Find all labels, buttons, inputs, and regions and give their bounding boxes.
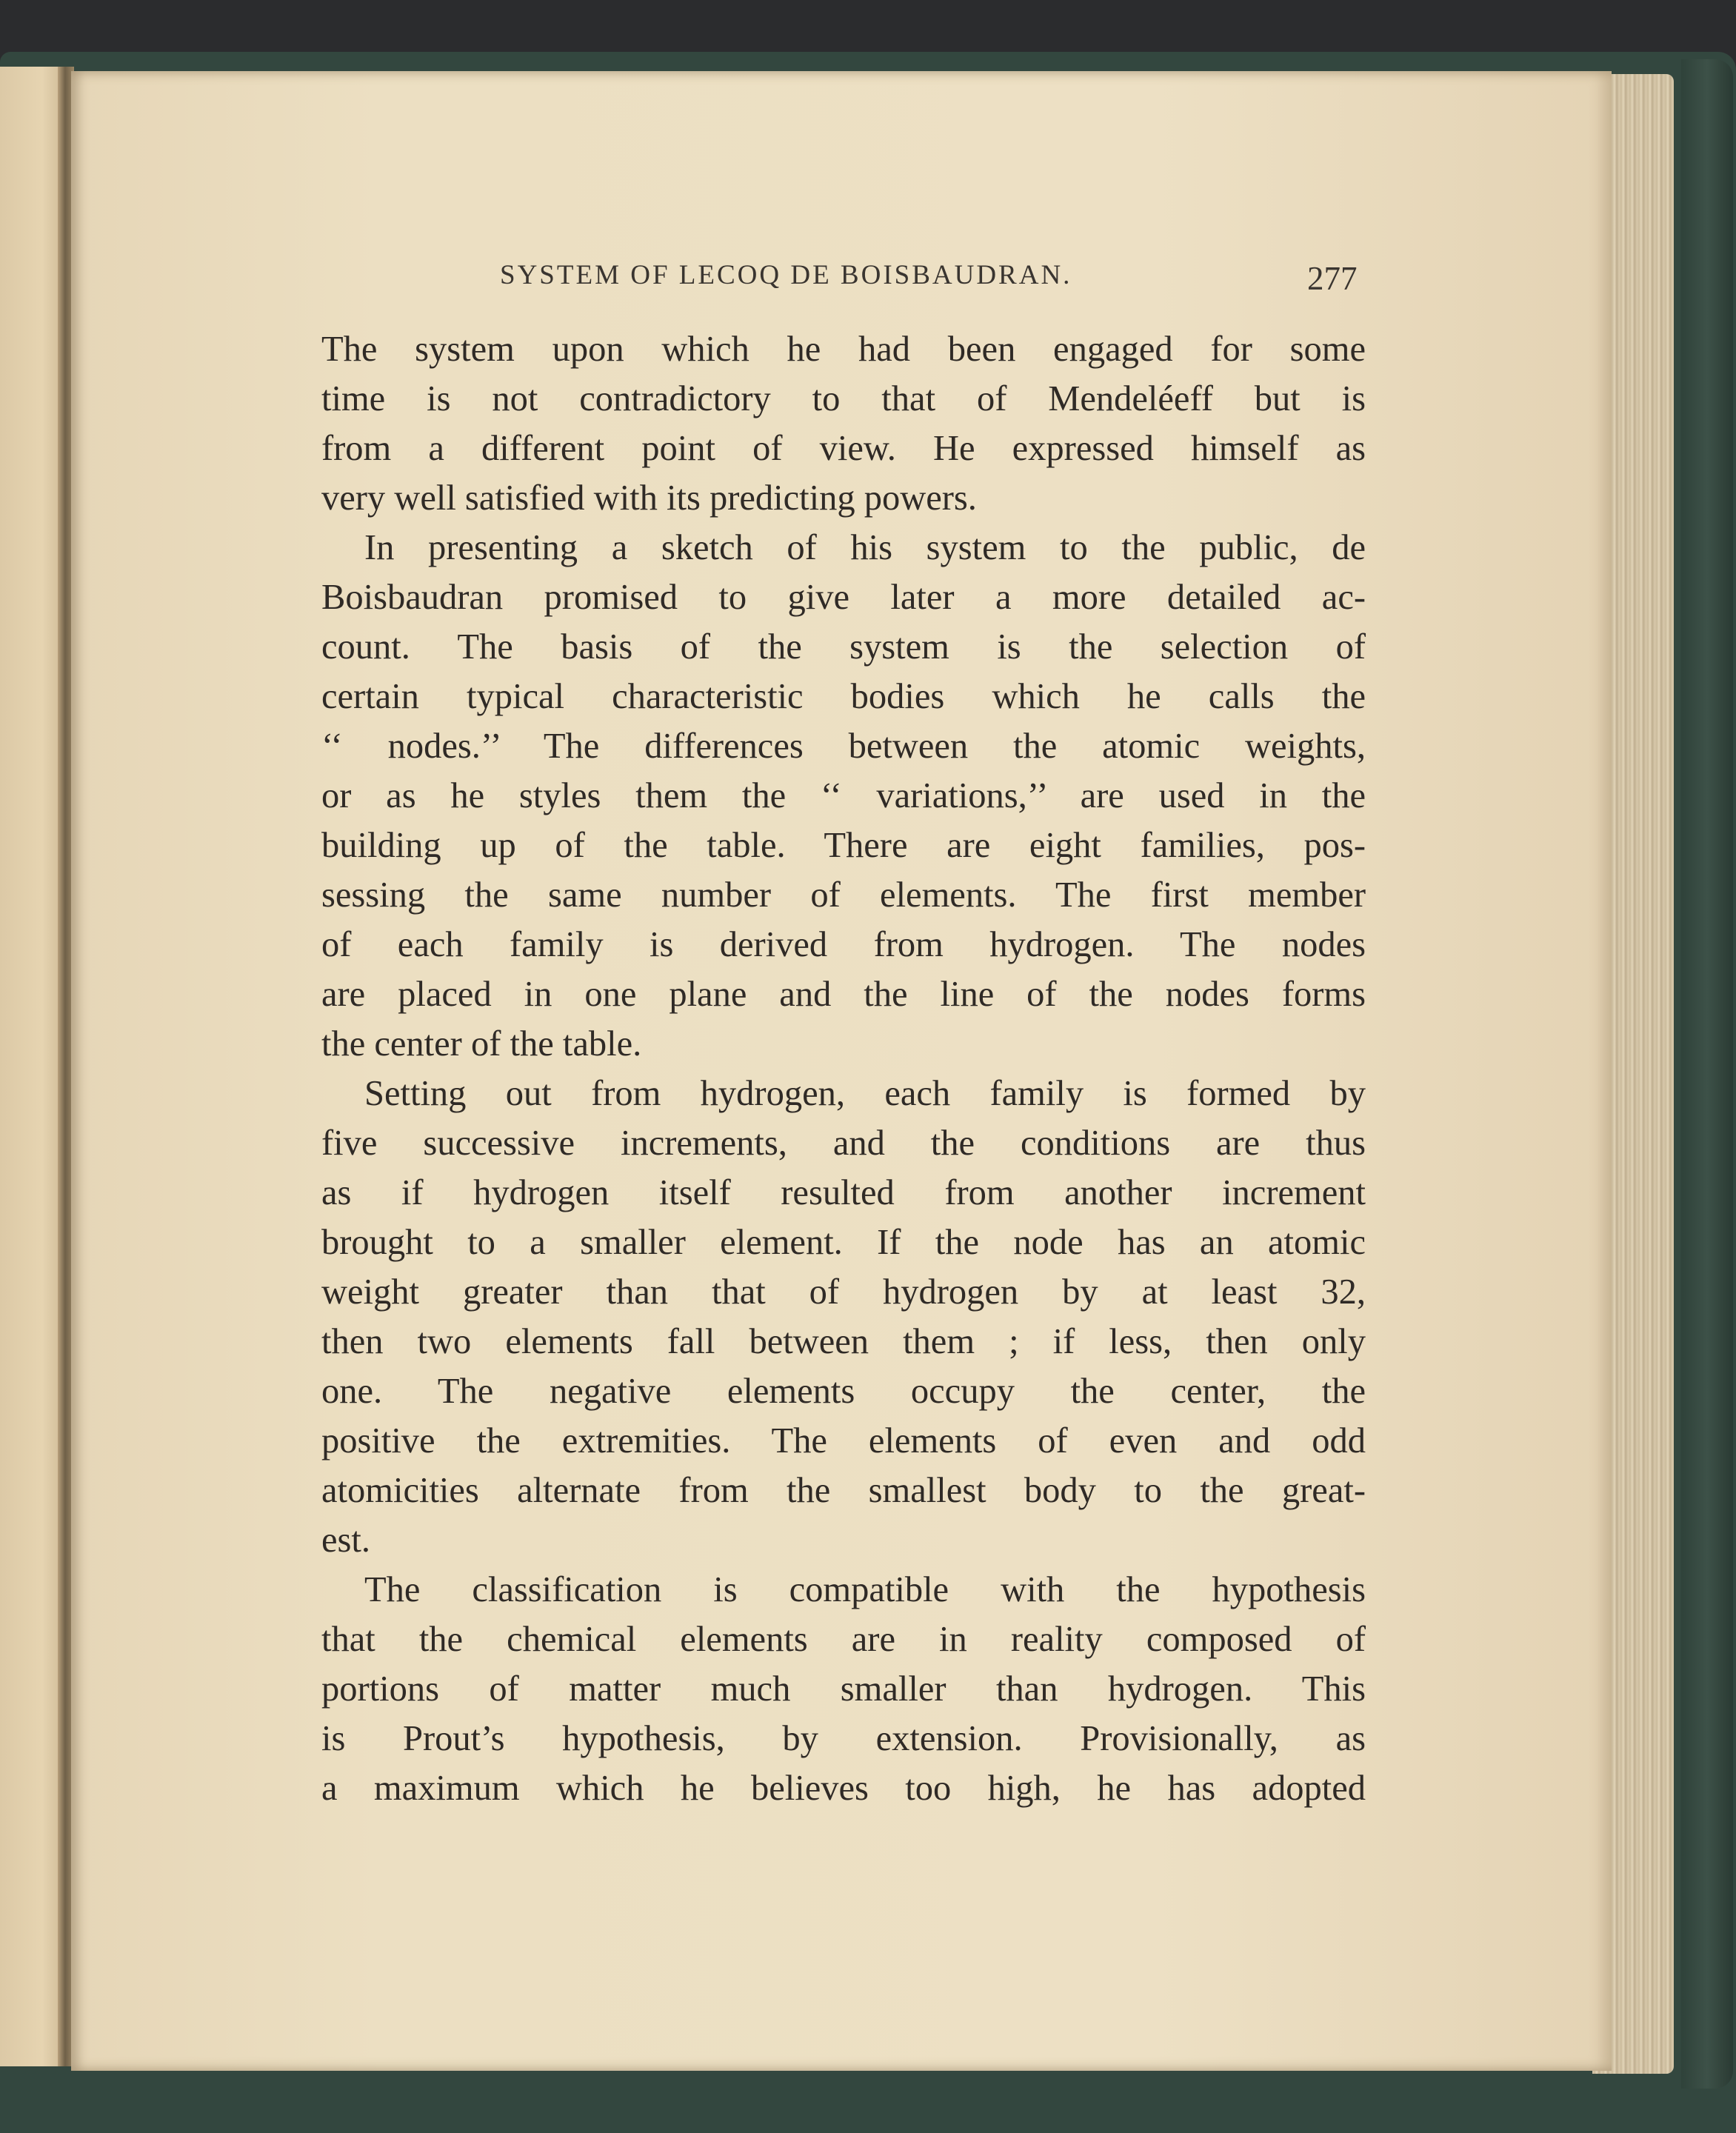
running-head: SYSTEM OF LECOQ DE BOISBAUDRAN. xyxy=(500,260,1072,290)
text-line: count. The basis of the system is the selection of xyxy=(321,627,1366,667)
text-line: are placed in one plane and the line of the nodes forms xyxy=(321,975,1366,1014)
body-text xyxy=(321,324,1366,1813)
page-number: 277 xyxy=(1307,260,1358,297)
text-line: Boisbaudran promised to give later a more detailed ac- xyxy=(321,578,1366,617)
text-line: a maximum which he believes too high, he has adopted xyxy=(321,1769,1366,1808)
text-line: The classification is compatible with the hypothesis xyxy=(364,1570,1366,1609)
text-line: the center of the table. xyxy=(321,1024,642,1064)
text-line: ‘‘ nodes.’’ The differences between the atomic weights, xyxy=(321,727,1366,766)
text-line: certain typical characteristic bodies which he calls the xyxy=(321,677,1366,716)
text-line: then two elements fall between them ; if less, then only xyxy=(321,1322,1366,1361)
text-line: weight greater than that of hydrogen by at least 32, xyxy=(321,1272,1366,1312)
book-cover-edge xyxy=(1681,59,1733,2089)
paragraph-4 xyxy=(321,1565,1366,1813)
text-line: very well satisfied with its predicting powers. xyxy=(321,478,977,518)
text-line: is Prout’s hypothesis, by extension. Provisionally, as xyxy=(321,1719,1366,1758)
text-line: five successive increments, and the conditions are thus xyxy=(321,1124,1366,1163)
text-line: positive the extremities. The elements of even and odd xyxy=(321,1421,1366,1461)
text-line: sessing the same number of elements. The first member xyxy=(321,875,1366,915)
text-line: est. xyxy=(321,1521,371,1560)
text-line: time is not contradictory to that of Mendeléeff but is xyxy=(321,379,1366,418)
text-line: portions of matter much smaller than hydrogen. This xyxy=(321,1669,1366,1709)
text-line: atomicities alternate from the smallest body to the great- xyxy=(321,1471,1366,1510)
text-line: as if hydrogen itself resulted from another increment xyxy=(321,1173,1366,1212)
paragraph-3 xyxy=(321,1069,1366,1565)
text-line: or as he styles them the ‘‘ variations,’’ are used in the xyxy=(321,776,1366,815)
paragraph-2 xyxy=(321,523,1366,1069)
text-line: of each family is derived from hydrogen. The nodes xyxy=(321,925,1366,964)
text-line: that the chemical elements are in reality composed of xyxy=(321,1620,1366,1659)
text-line: brought to a smaller element. If the node has an atomic xyxy=(321,1223,1366,1262)
text-line: The system upon which he had been engaged for some xyxy=(321,330,1366,369)
text-line: one. The negative elements occupy the center, the xyxy=(321,1372,1366,1411)
text-line: building up of the table. There are eight families, pos- xyxy=(321,826,1366,865)
text-line: In presenting a sketch of his system to the public, de xyxy=(364,528,1366,567)
paragraph-1 xyxy=(321,324,1366,523)
text-line: from a different point of view. He expressed himself as xyxy=(321,429,1366,468)
text-line: Setting out from hydrogen, each family is formed by xyxy=(364,1074,1366,1113)
